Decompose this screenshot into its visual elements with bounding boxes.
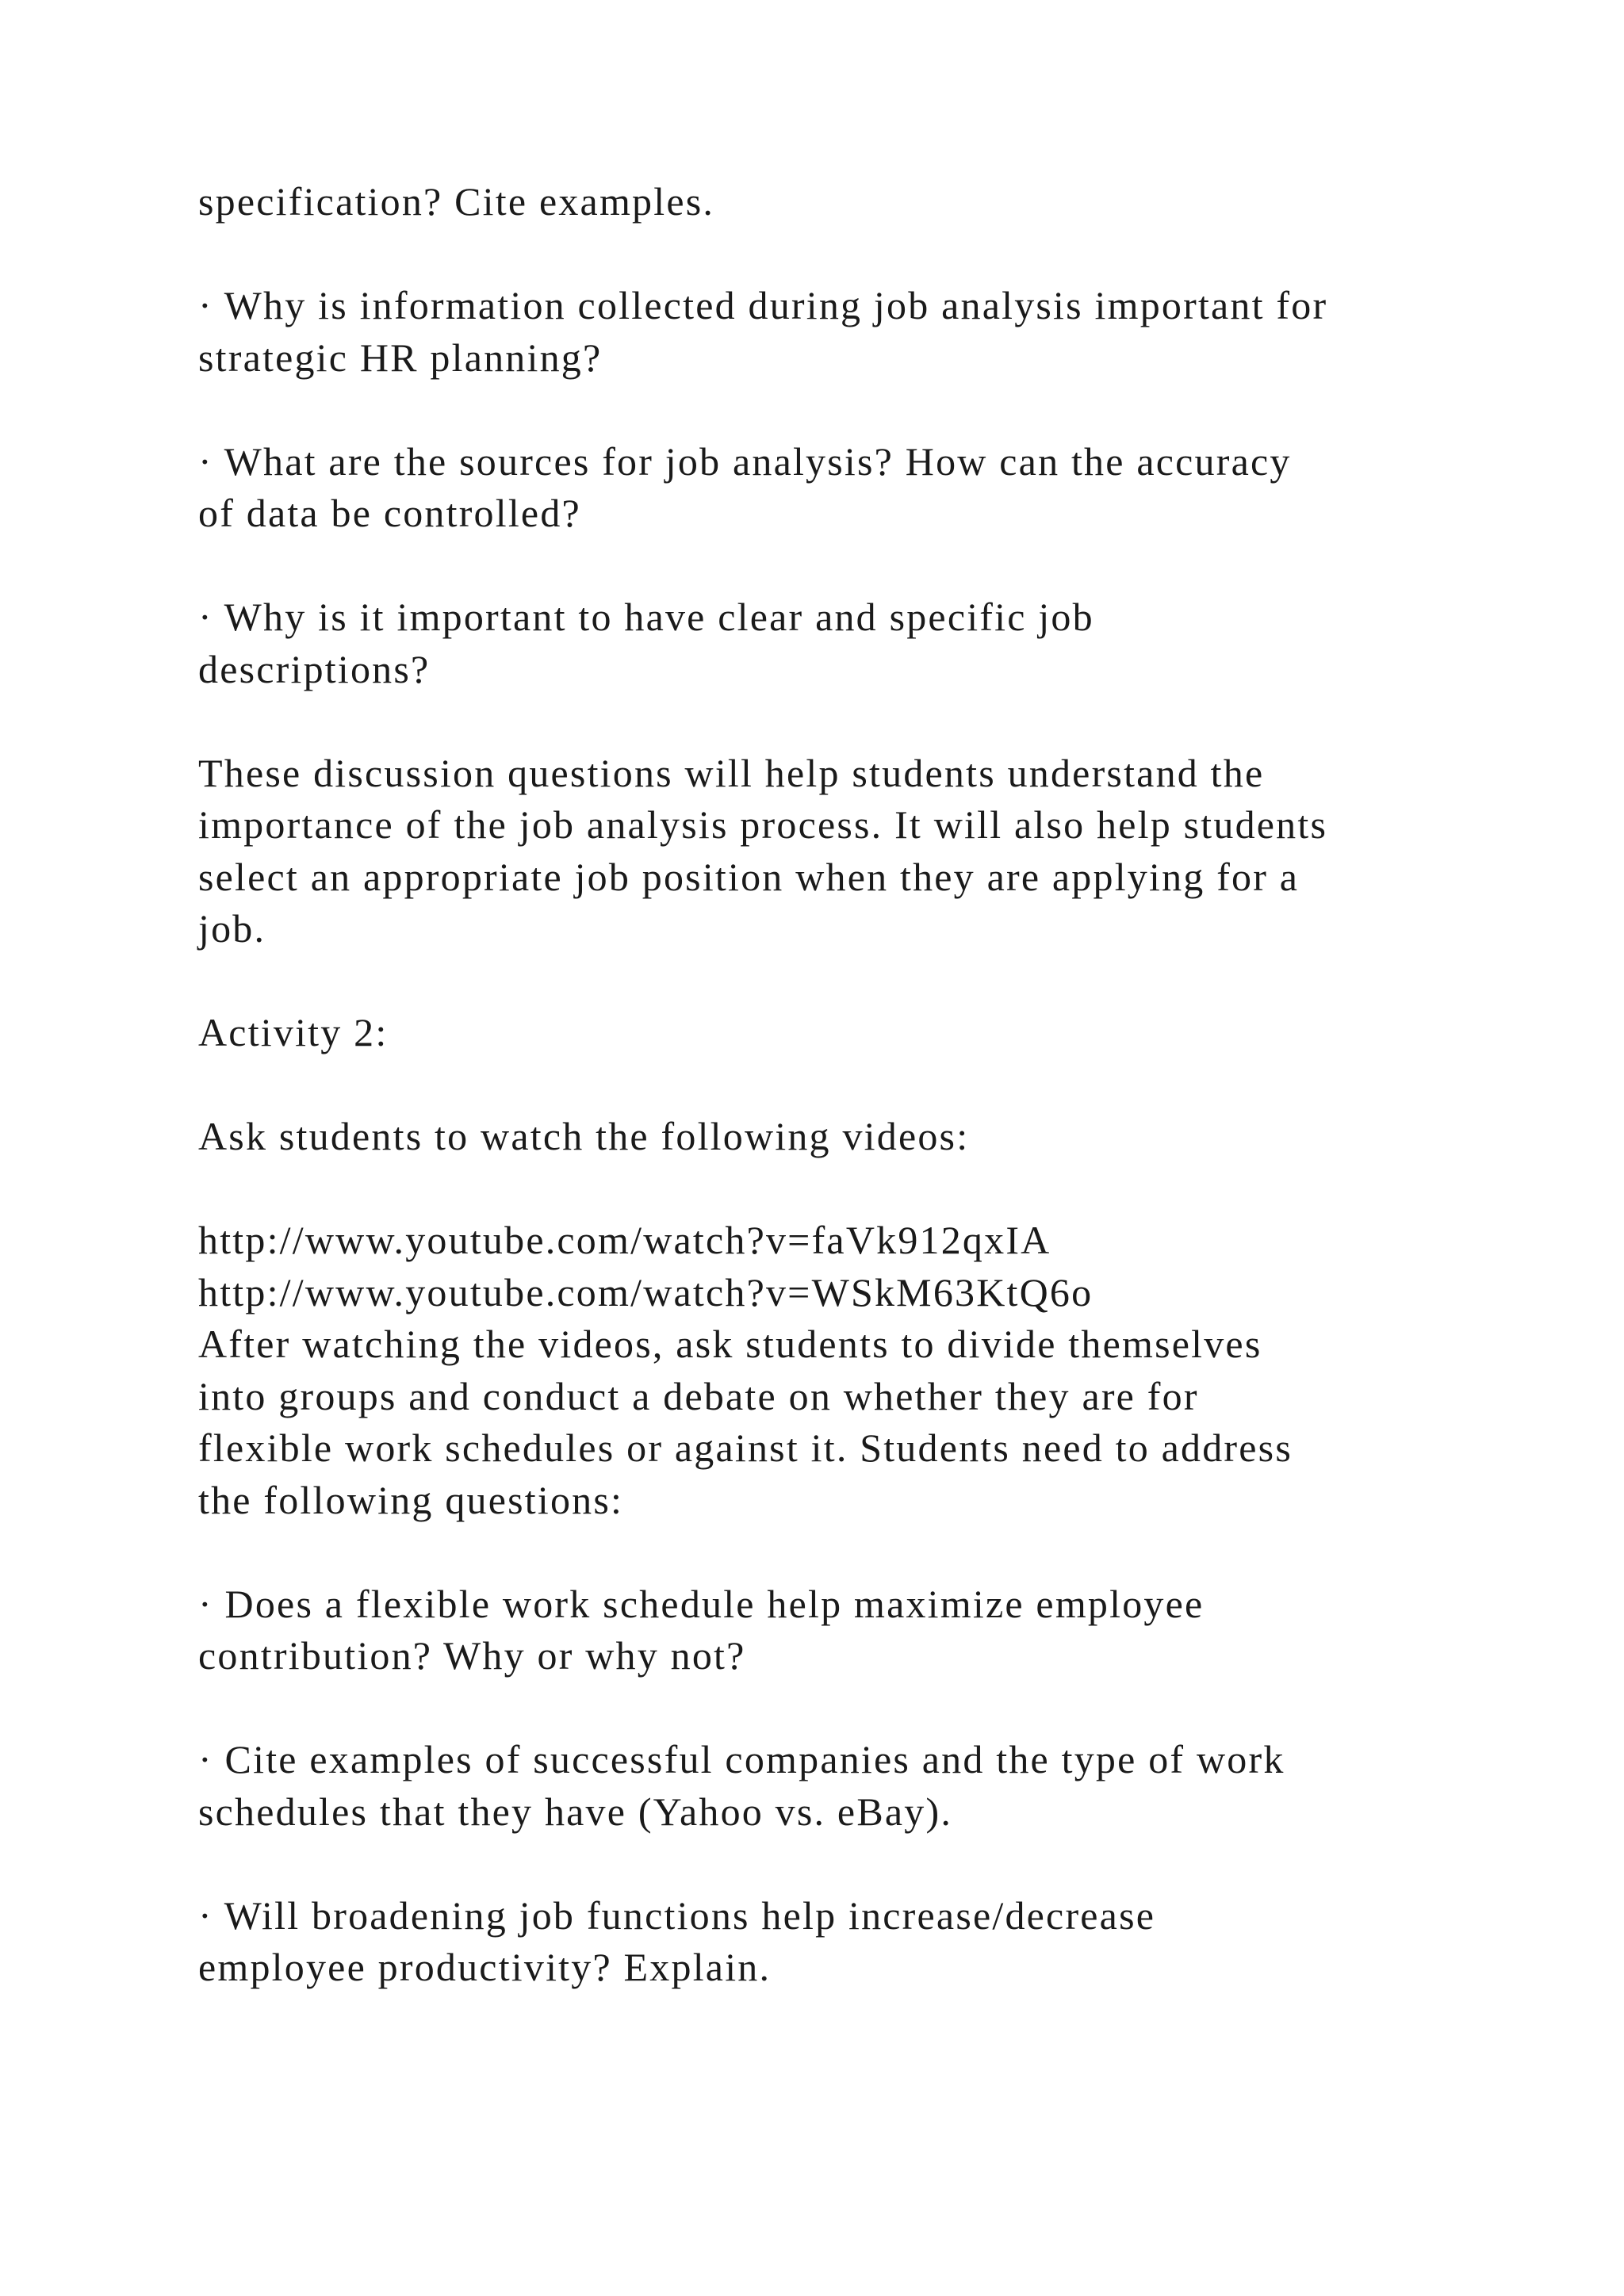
text-line: These discussion questions will help students understand the (198, 750, 1265, 795)
text-line: flexible work schedules or against it. Students need to address (198, 1425, 1293, 1470)
text-line: into groups and conduct a debate on whether they are for (198, 1373, 1199, 1418)
text-line: of data be controlled? (198, 491, 581, 535)
document-body (198, 176, 1467, 2045)
text-line: job. (198, 906, 266, 951)
text-line: · Why is information collected during job analysis important for (198, 283, 1328, 327)
question-broadening-functions (198, 1890, 1467, 1994)
activity-heading (198, 1007, 1467, 1059)
video-links (198, 1215, 1467, 1318)
text-line: strategic HR planning? (198, 335, 603, 380)
paragraph-specification (198, 176, 1467, 228)
question-sources (198, 436, 1467, 540)
video-link[interactable]: http://www.youtube.com/watch?v=faVk912qxIA (198, 1218, 1051, 1262)
text-line: employee productivity? Explain. (198, 1945, 772, 1989)
question-successful-companies (198, 1734, 1467, 1838)
question-strategic-hr (198, 280, 1467, 384)
paragraph-debate-instructions (198, 1318, 1467, 1526)
text-line: the following questions: (198, 1477, 624, 1522)
paragraph-discussion-summary (198, 748, 1467, 955)
text-line: schedules that they have (Yahoo vs. eBay). (198, 1789, 953, 1834)
paragraph-watch-videos (198, 1111, 1467, 1163)
text-line: Activity 2: (198, 1010, 389, 1054)
video-link[interactable]: http://www.youtube.com/watch?v=WSkM63KtQ6o (198, 1269, 1094, 1314)
text-line: descriptions? (198, 646, 431, 691)
text-line: · What are the sources for job analysis? How can the accuracy (198, 438, 1292, 484)
question-job-descriptions (198, 591, 1467, 695)
text-line: After watching the videos, ask students to divide themselves (198, 1322, 1262, 1366)
text-line: importance of the job analysis process. It will also help students (198, 802, 1328, 847)
question-flexible-schedule (198, 1578, 1467, 1682)
text-line: · Will broadening job functions help increase/decrease (198, 1892, 1156, 1938)
text-line: Ask students to watch the following videos: (198, 1114, 970, 1158)
text-line: · Cite examples of successful companies and the type of work (198, 1737, 1285, 1781)
text-line: select an appropriate job position when they are applying for a (198, 854, 1300, 899)
text-line: specification? Cite examples. (198, 179, 715, 224)
text-line: contribution? Why or why not? (198, 1633, 746, 1678)
text-line: · Why is it important to have clear and specific job (198, 595, 1094, 639)
text-line: · Does a flexible work schedule help maximize employee (198, 1581, 1205, 1626)
